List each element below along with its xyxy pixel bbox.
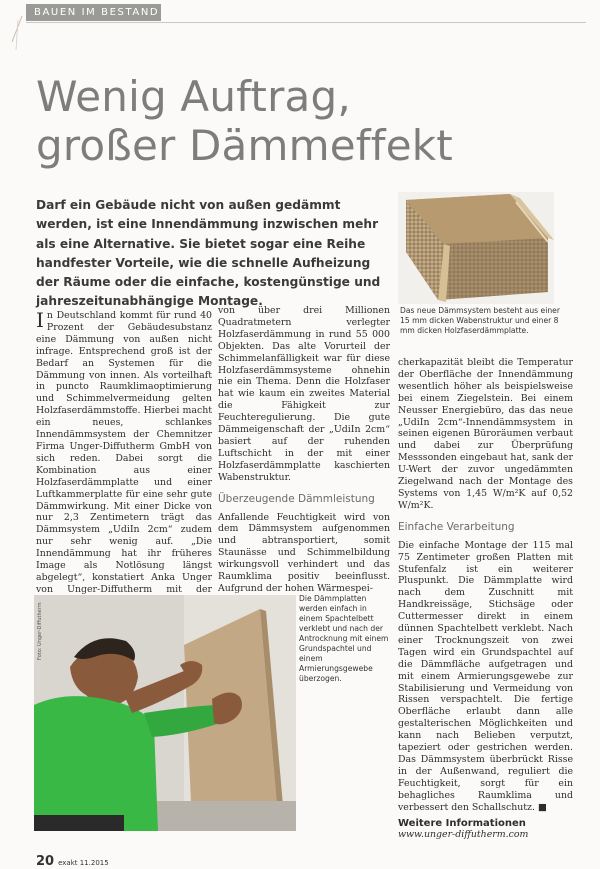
col3-paragraph-1: cherkapazität bleibt die Temperatur der Oberfläche der Innendämmung wesentlich höher als beispielsweise bei einem Ziegelstein. Bei einem Neusser Energiebüro, das das neue „UdiIn 2cm“-Innendämmsystem in seinen eigenen Büroräumen verbaut und dabei zur Überprüfung Messsonden eingebaut hat, sank der U-Wert der zuvor ungedämmten Ziegelwand nach der Montage des Systems von 1,45 W/m²K auf 0,52 W/m²K. xyxy=(398,357,573,511)
section-kicker: BAUEN IM BESTAND xyxy=(26,4,161,21)
subheading-daemmleistung: Überzeugende Dämmleistung xyxy=(218,492,375,505)
lead-paragraph: Darf ein Gebäude nicht von außen gedämmt werden, ist eine Innendämmung inzwischen mehr als eine Alternative. Sie bietet sogar eine Reihe handfester Vorteile, wie die schnelle Aufheizung der Räume oder die einfache, kostengünstige und jahreszeitunabhängige Montage. xyxy=(36,198,381,309)
website-link[interactable]: www.unger-diffutherm.com xyxy=(398,829,529,841)
title-line-1: Wenig Auftrag, xyxy=(36,72,351,121)
panel-caption: Das neue Dämmsystem besteht aus einer 15 mm dicken Wabenstruktur und einer 8 mm dicken Holzfaserdämmplatte. xyxy=(400,306,560,335)
installation-photo xyxy=(34,595,296,831)
page-footer xyxy=(36,850,109,869)
photo-caption: Die Dämmplatten werden einfach in einem Spachtelbett verklebt und nach der Antrocknung mit einem Grundspachtel und einem Armierungsgewebe überzogen. xyxy=(299,594,389,683)
corner-mark xyxy=(4,14,26,54)
insulation-panel-image xyxy=(398,192,554,304)
header-rule xyxy=(26,22,586,23)
issue-label: exakt 11.2015 xyxy=(58,859,109,867)
article-title xyxy=(36,72,453,170)
title-line-2: großer Dämmeffekt xyxy=(36,121,453,170)
col1-text: n Deutschland kommt für rund 40 Prozent der Gebäudesubstanz eine Dämmung von außen nicht infrage. Entsprechend groß ist der Bedarf an Systemen für die Dämmung von innen. Als vorteilhaft in puncto Raumklimaoptimierung und Schimmelvermeidung gelten Holzfaserdämmstoffe. Hierbei macht ein neues, schlankes Innendämmsystem der Chemnitzer Firma Unger-Diffutherm GmbH von sich reden. Dabei sorgt die Kombination aus einer Holzfaserdämmplatte und einer Luftkammerplatte für eine sehr gute Dämmwirkung. Mit einer Dicke von nur 2,3 Zentimetern trägt das Dämmsystem „UdiIn 2cm“ zudem nur sehr wenig auf. „Die Innendämmung hat ihr früheres Image als Notlösung längst abgelegt“, konstatiert Anka Unger von Unger-Diffutherm mit der xyxy=(36,310,212,595)
body-column-3 xyxy=(398,357,573,841)
body-column-2 xyxy=(218,305,390,595)
drop-cap: I xyxy=(36,308,44,332)
more-info-heading: Weitere Informationen xyxy=(398,817,526,829)
intro-paragraph xyxy=(36,310,212,608)
page-number: 20 xyxy=(36,854,55,869)
subheading-verarbeitung: Einfache Verarbeitung xyxy=(398,520,515,533)
photo-credit: Foto: Unger-Diffutherm xyxy=(37,602,43,660)
col3-paragraph-2: Die einfache Montage der 115 mal 75 Zentimeter großen Platten mit Stufenfalz ist ein weiterer Pluspunkt. Die Dämmplatte wird nach dem Zuschnitt mit Handkreissäge, Stichsäge oder Cuttermesser direkt in einem dünnen Spachtelbett verklebt. Nach einer Trocknungszeit von zwei Tagen wird ein Grundspachtel auf die Dämmfläche aufgetragen und mit einem Armierungsgewebe zur Stabilisierung und Vermeidung von Rissen verspachtelt. Die fertige Oberfläche erlaubt dann alle gestalterischen Möglichkeiten und kann nach Belieben verputzt, tapeziert oder gestrichen werden. Das Dämmsystem überbrückt Risse in der Außenwand, reguliert die Feuchtigkeit, sorgt für ein behagliches Raumklima und verbessert den Schallschutz. ■ xyxy=(398,539,573,813)
body-column-1 xyxy=(36,310,212,608)
col2-paragraph-2: Anfallende Feuchtigkeit wird von dem Dämmsystem aufgenommen und abtransportiert, somit Staunässe und Schimmelbildung wirkungsvoll verhindert und das Raumklima positiv beeinflusst. Aufgrund der hohen Wärmespei- xyxy=(218,511,390,594)
col2-paragraph-1: von über drei Millionen Quadratmetern verlegter Holzfaserdämmung in rund 55 000 Objekten. Das alte Vorurteil der Schimmelanfälligkeit war für diese Holzfaserdämmsysteme ohnehin nie ein Thema. Denn die Holzfaser hat wie kaum ein zweites Material die Fähigkeit zur Feuchteregulierung. Die gute Dämmeigenschaft der „UdiIn 2cm“ basiert auf der ruhenden Luftschicht in der mit einer Holzfaserdämmplatte kaschierten Wabenstruktur. xyxy=(218,305,390,483)
